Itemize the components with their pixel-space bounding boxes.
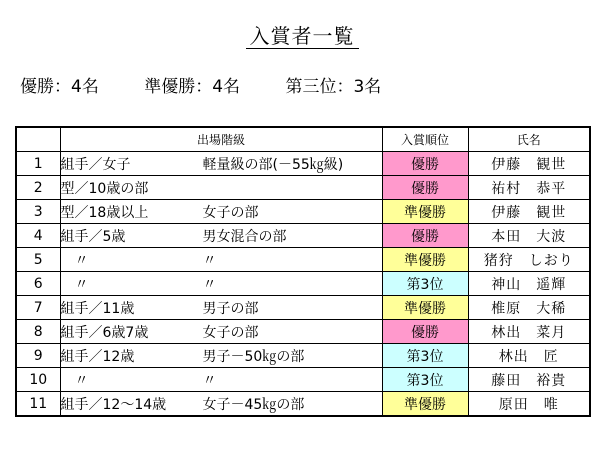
- row-rank: 優勝: [382, 320, 468, 344]
- table-row: [16, 200, 590, 224]
- event-category: 〃: [60, 252, 89, 269]
- header-name: 氏名: [468, 127, 590, 152]
- row-rank: 優勝: [382, 176, 468, 200]
- table-row: [16, 152, 590, 176]
- row-event: [60, 368, 382, 392]
- header-event: 出場階級: [60, 127, 382, 152]
- table-row: [16, 344, 590, 368]
- table-row: [16, 176, 590, 200]
- row-name: 藤田 裕貴: [468, 368, 590, 392]
- row-name: 伊藤 観世: [468, 200, 590, 224]
- row-event: [60, 176, 382, 200]
- row-name: 伊藤 観世: [468, 152, 590, 176]
- row-rank: 準優勝: [382, 392, 468, 417]
- event-category: 〃: [60, 372, 89, 389]
- row-rank: 第3位: [382, 272, 468, 296]
- row-event: [60, 344, 382, 368]
- table-row: [16, 392, 590, 417]
- row-number: 7: [16, 296, 60, 320]
- event-division: 女子－45㎏の部: [202, 396, 305, 413]
- row-event: [60, 320, 382, 344]
- row-number: 1: [16, 152, 60, 176]
- table-row: [16, 368, 590, 392]
- row-event: [60, 272, 382, 296]
- row-rank: 準優勝: [382, 200, 468, 224]
- event-division: 〃: [202, 276, 217, 293]
- row-event: [60, 392, 382, 417]
- row-number: 4: [16, 224, 60, 248]
- table-header-row: [16, 127, 590, 152]
- event-category: 組手／12歳: [60, 348, 135, 365]
- row-rank: 準優勝: [382, 248, 468, 272]
- header-number: [16, 127, 60, 152]
- row-name: 本田 大波: [468, 224, 590, 248]
- event-division: 〃: [202, 252, 217, 269]
- table-body: [16, 152, 590, 417]
- row-rank: 優勝: [382, 224, 468, 248]
- row-number: 8: [16, 320, 60, 344]
- row-number: 6: [16, 272, 60, 296]
- page-title: [0, 20, 604, 49]
- row-rank: 準優勝: [382, 296, 468, 320]
- row-name: 猪狩 しおり: [468, 248, 590, 272]
- row-name: 神山 遥輝: [468, 272, 590, 296]
- event-category: 組手／女子: [60, 156, 131, 173]
- row-event: [60, 296, 382, 320]
- table-row: [16, 272, 590, 296]
- event-division: 男子の部: [202, 300, 259, 317]
- row-rank: 第3位: [382, 344, 468, 368]
- summary-winners: 優勝：4名: [20, 77, 99, 97]
- row-event: [60, 224, 382, 248]
- page-title-text: 入賞者一覧: [246, 24, 359, 49]
- row-number: 9: [16, 344, 60, 368]
- event-category: 組手／11歳: [60, 300, 135, 317]
- row-name: 林出 菜月: [468, 320, 590, 344]
- row-number: 5: [16, 248, 60, 272]
- row-number: 3: [16, 200, 60, 224]
- event-division: 〃: [202, 372, 217, 389]
- row-name: 椎原 大稀: [468, 296, 590, 320]
- row-name: 祐村 恭平: [468, 176, 590, 200]
- event-category: 組手／5歳: [60, 228, 126, 245]
- event-category: 型／10歳の部: [60, 180, 149, 197]
- event-category: 型／18歳以上: [60, 204, 149, 221]
- award-summary: [20, 72, 421, 97]
- table-row: [16, 296, 590, 320]
- row-event: [60, 200, 382, 224]
- row-number: 11: [16, 392, 60, 417]
- row-name: 原田 唯: [468, 392, 590, 417]
- event-category: 組手／12～14歳: [60, 396, 167, 413]
- table-row: [16, 224, 590, 248]
- row-rank: 優勝: [382, 152, 468, 176]
- row-number: 10: [16, 368, 60, 392]
- header-rank: 入賞順位: [382, 127, 468, 152]
- event-division: 男子－50㎏の部: [202, 348, 305, 365]
- table-row: [16, 248, 590, 272]
- row-number: 2: [16, 176, 60, 200]
- event-division: 軽量級の部(－55㎏級): [202, 156, 344, 173]
- event-division: 女子の部: [202, 204, 259, 221]
- table-row: [16, 320, 590, 344]
- event-division: 女子の部: [202, 324, 259, 341]
- event-category: 組手／6歳7歳: [60, 324, 149, 341]
- summary-third-place: 第三位：3名: [285, 77, 382, 97]
- row-event: [60, 248, 382, 272]
- awards-table: [15, 126, 591, 417]
- row-name: 林出 匠: [468, 344, 590, 368]
- event-division: 男女混合の部: [202, 228, 287, 245]
- event-category: 〃: [60, 276, 89, 293]
- row-rank: 第3位: [382, 368, 468, 392]
- row-event: [60, 152, 382, 176]
- summary-runners-up: 準優勝：4名: [144, 77, 241, 97]
